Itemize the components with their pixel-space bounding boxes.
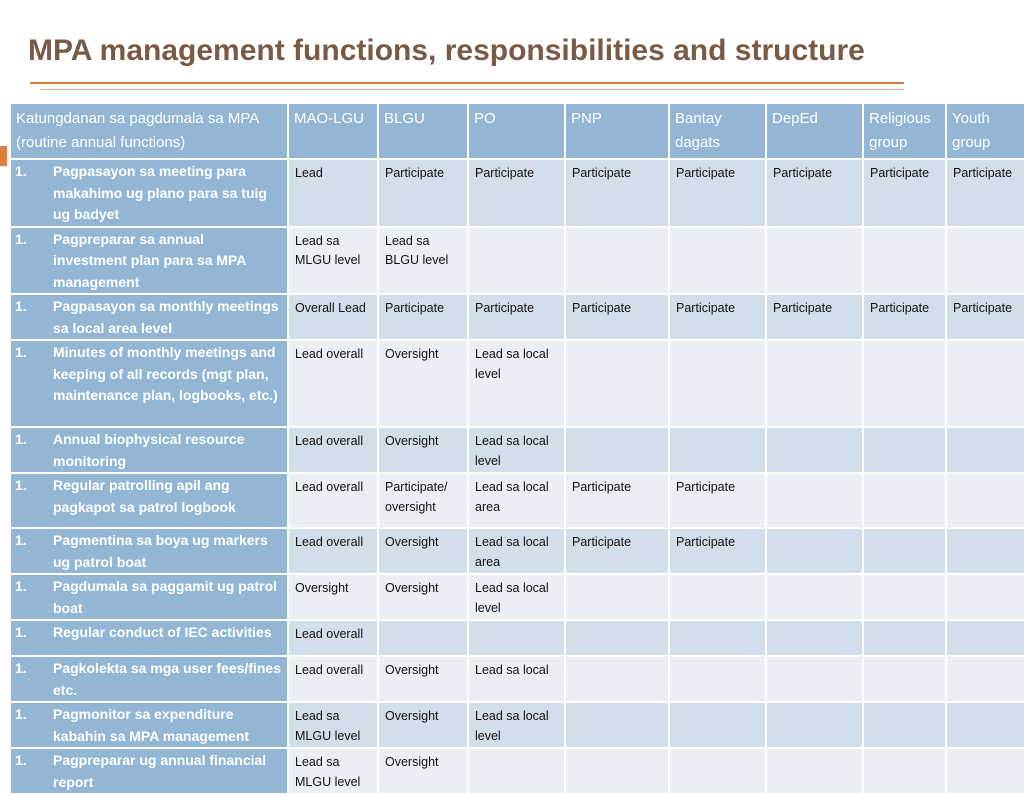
table-header-row <box>10 103 1024 159</box>
cell-deped <box>766 473 863 528</box>
table-row <box>10 748 1024 794</box>
cell-religious-group <box>863 574 946 620</box>
cell-bantay-dagats <box>669 702 766 748</box>
cell-youth-group <box>946 702 1024 748</box>
function-number: 1. <box>15 752 27 768</box>
cell-bantay-dagats <box>669 427 766 473</box>
cell-blgu: Lead sa BLGU level <box>378 227 468 295</box>
cell-po: Lead sa local <box>468 656 565 702</box>
cell-pnp <box>565 748 669 794</box>
function-label: Pagmonitor sa expenditure kabahin sa MPA management <box>53 706 250 744</box>
cell-deped <box>766 427 863 473</box>
cell-blgu: Participate <box>378 294 468 340</box>
cell-religious-group <box>863 528 946 574</box>
title-underline <box>30 82 904 84</box>
cell-religious-group <box>863 656 946 702</box>
function-cell <box>10 748 288 794</box>
cell-bantay-dagats: Participate <box>669 473 766 528</box>
cell-mao-lgu: Lead overall <box>288 473 378 528</box>
function-cell <box>10 340 288 427</box>
function-number: 1. <box>15 163 27 179</box>
function-cell <box>10 227 288 295</box>
cell-pnp <box>565 620 669 656</box>
table-row <box>10 620 1024 656</box>
cell-pnp <box>565 227 669 295</box>
function-label: Pagpasayon sa meeting para makahimo ug plano para sa tuig ug badyet <box>53 163 267 222</box>
cell-pnp: Participate <box>565 294 669 340</box>
header-deped: DepEd <box>766 103 863 159</box>
cell-deped <box>766 340 863 427</box>
cell-pnp: Participate <box>565 473 669 528</box>
cell-pnp <box>565 574 669 620</box>
cell-mao-lgu: Lead overall <box>288 656 378 702</box>
cell-bantay-dagats <box>669 227 766 295</box>
header-religious-group: Religious group <box>863 103 946 159</box>
cell-blgu: Oversight <box>378 340 468 427</box>
cell-deped <box>766 528 863 574</box>
function-cell <box>10 528 288 574</box>
cell-mao-lgu: Lead sa MLGU level <box>288 748 378 794</box>
cell-deped <box>766 748 863 794</box>
cell-religious-group <box>863 620 946 656</box>
table-row <box>10 427 1024 473</box>
cell-deped <box>766 227 863 295</box>
cell-po: Lead sa local level <box>468 340 565 427</box>
function-number: 1. <box>15 706 27 722</box>
header-pnp: PNP <box>565 103 669 159</box>
cell-religious-group: Participate <box>863 294 946 340</box>
function-label: Pagpreparar sa annual investment plan para sa MPA management <box>53 230 246 290</box>
cell-youth-group <box>946 574 1024 620</box>
cell-deped <box>766 702 863 748</box>
function-number: 1. <box>15 578 27 594</box>
cell-mao-lgu: Lead overall <box>288 427 378 473</box>
cell-po <box>468 620 565 656</box>
cell-bantay-dagats <box>669 340 766 427</box>
cell-religious-group <box>863 702 946 748</box>
cell-po <box>468 227 565 295</box>
cell-bantay-dagats <box>669 620 766 656</box>
cell-mao-lgu: Oversight <box>288 574 378 620</box>
cell-blgu: Oversight <box>378 702 468 748</box>
cell-mao-lgu: Lead sa MLGU level <box>288 227 378 295</box>
table-row <box>10 574 1024 620</box>
cell-po <box>468 748 565 794</box>
header-po: PO <box>468 103 565 159</box>
cell-deped: Participate <box>766 294 863 340</box>
function-number: 1. <box>15 230 27 247</box>
cell-pnp <box>565 656 669 702</box>
cell-mao-lgu: Lead overall <box>288 620 378 656</box>
function-label: Pagkolekta sa mga user fees/fines etc. <box>53 660 281 698</box>
cell-mao-lgu: Lead overall <box>288 528 378 574</box>
function-cell <box>10 294 288 340</box>
cell-blgu: Participate/ oversight <box>378 473 468 528</box>
cell-youth-group: Participate <box>946 159 1024 227</box>
table-row <box>10 227 1024 295</box>
header-bantay-dagats: Bantay dagats <box>669 103 766 159</box>
function-label: Minutes of monthly meetings and keeping of all records (mgt plan, maintenance plan, logbooks, etc.) <box>53 344 278 403</box>
cell-youth-group <box>946 473 1024 528</box>
header-mao-lgu: MAO-LGU <box>288 103 378 159</box>
function-number: 1. <box>15 532 27 548</box>
table-row <box>10 473 1024 528</box>
slide-accent-marker <box>0 146 7 166</box>
cell-bantay-dagats <box>669 574 766 620</box>
cell-deped: Participate <box>766 159 863 227</box>
cell-youth-group <box>946 427 1024 473</box>
function-label: Pagpasayon sa monthly meetings sa local area level <box>53 298 279 336</box>
cell-mao-lgu: Lead <box>288 159 378 227</box>
cell-pnp <box>565 427 669 473</box>
function-number: 1. <box>15 344 27 360</box>
title-underline-thin <box>40 89 904 90</box>
cell-blgu <box>378 620 468 656</box>
cell-youth-group: Participate <box>946 294 1024 340</box>
function-number: 1. <box>15 477 27 493</box>
function-cell <box>10 574 288 620</box>
function-cell <box>10 427 288 473</box>
cell-youth-group <box>946 227 1024 295</box>
cell-youth-group <box>946 656 1024 702</box>
table-row <box>10 702 1024 748</box>
cell-po: Lead sa local level <box>468 702 565 748</box>
cell-deped <box>766 574 863 620</box>
cell-religious-group <box>863 227 946 295</box>
cell-mao-lgu: Overall Lead <box>288 294 378 340</box>
table-row <box>10 340 1024 427</box>
table-row <box>10 528 1024 574</box>
function-label: Annual biophysical resource monitoring <box>53 431 245 469</box>
cell-mao-lgu: Lead sa MLGU level <box>288 702 378 748</box>
function-cell <box>10 656 288 702</box>
cell-po: Lead sa local level <box>468 574 565 620</box>
cell-po: Lead sa local area <box>468 473 565 528</box>
cell-bantay-dagats <box>669 748 766 794</box>
cell-blgu: Oversight <box>378 427 468 473</box>
function-number: 1. <box>15 624 27 640</box>
cell-bantay-dagats: Participate <box>669 294 766 340</box>
cell-blgu: Oversight <box>378 748 468 794</box>
header-blgu: BLGU <box>378 103 468 159</box>
table-row <box>10 159 1024 227</box>
responsibility-table <box>9 102 1024 795</box>
table-row <box>10 656 1024 702</box>
cell-religious-group <box>863 748 946 794</box>
cell-deped <box>766 620 863 656</box>
function-number: 1. <box>15 431 27 447</box>
cell-blgu: Participate <box>378 159 468 227</box>
function-number: 1. <box>15 298 27 314</box>
function-label: Pagmentina sa boya ug markers ug patrol boat <box>53 532 268 570</box>
cell-religious-group: Participate <box>863 159 946 227</box>
cell-bantay-dagats <box>669 656 766 702</box>
function-label: Regular conduct of IEC activities <box>53 624 272 640</box>
cell-religious-group <box>863 427 946 473</box>
cell-youth-group <box>946 620 1024 656</box>
header-function: Katungdanan sa pagdumala sa MPA (routine annual functions) <box>10 103 288 159</box>
cell-youth-group <box>946 340 1024 427</box>
cell-po: Lead sa local level <box>468 427 565 473</box>
cell-religious-group <box>863 340 946 427</box>
function-cell <box>10 473 288 528</box>
function-cell <box>10 620 288 656</box>
cell-mao-lgu: Lead overall <box>288 340 378 427</box>
function-label: Pagpreparar ug annual financial report <box>53 752 267 790</box>
cell-bantay-dagats: Participate <box>669 159 766 227</box>
slide-title: MPA management functions, responsibilities and structure <box>28 34 865 67</box>
function-label: Pagdumala sa paggamit ug patrol boat <box>53 578 278 616</box>
cell-blgu: Oversight <box>378 528 468 574</box>
cell-bantay-dagats: Participate <box>669 528 766 574</box>
cell-po: Lead sa local area <box>468 528 565 574</box>
cell-pnp: Participate <box>565 528 669 574</box>
table-row <box>10 294 1024 340</box>
cell-po: Participate <box>468 294 565 340</box>
header-youth-group: Youth group <box>946 103 1024 159</box>
cell-po: Participate <box>468 159 565 227</box>
function-cell <box>10 159 288 227</box>
cell-blgu: Oversight <box>378 574 468 620</box>
cell-blgu: Oversight <box>378 656 468 702</box>
function-label: Regular patrolling apil ang pagkapot sa patrol logbook <box>53 477 236 515</box>
function-number: 1. <box>15 660 27 676</box>
cell-youth-group <box>946 528 1024 574</box>
cell-youth-group <box>946 748 1024 794</box>
cell-pnp <box>565 340 669 427</box>
cell-deped <box>766 656 863 702</box>
cell-pnp: Participate <box>565 159 669 227</box>
cell-pnp <box>565 702 669 748</box>
function-cell <box>10 702 288 748</box>
cell-religious-group <box>863 473 946 528</box>
